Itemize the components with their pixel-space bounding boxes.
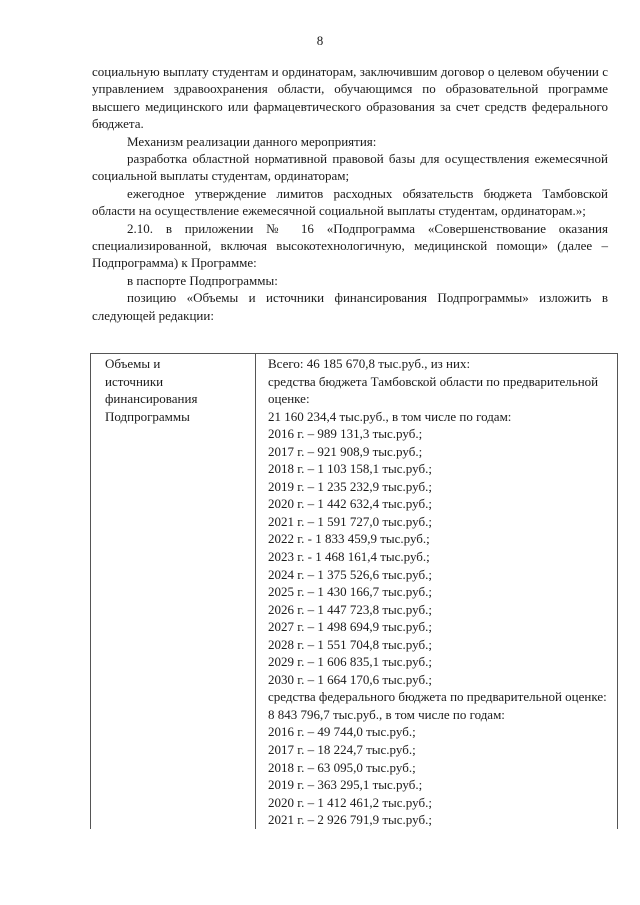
federal-year-line: 2016 г. – 49 744,0 тыс.руб.; [268, 724, 416, 740]
regional-year-line: 2028 г. – 1 551 704,8 тыс.руб.; [268, 636, 432, 652]
federal-year-line: 2019 г. – 363 295,1 тыс.руб.; [268, 777, 423, 793]
paragraph: позицию «Объемы и источники финансирования Подпрограммы» изложить в следующей редакции: [92, 290, 608, 323]
table-row [91, 354, 618, 829]
regional-year-line: 2021 г. – 1 591 727,0 тыс.руб.; [268, 513, 432, 529]
paragraph: социальную выплату студентам и ординаторам, заключившим договор о целевом обучении с управлением здравоохранения области, обучающимся по образовательной программе высшего медицинского или фармацевтического образования за счет средств федерального бюджета. [92, 64, 608, 132]
federal-year-line: 2018 г. – 63 095,0 тыс.руб.; [268, 759, 416, 775]
regional-year-line: 2025 г. – 1 430 166,7 тыс.руб.; [268, 584, 432, 600]
federal-year-line: 2017 г. – 18 224,7 тыс.руб.; [268, 742, 416, 758]
regional-year-line: 2017 г. – 921 908,9 тыс.руб.; [268, 443, 423, 459]
funding-content-cell [256, 354, 618, 829]
label-line: источники [105, 373, 164, 389]
page-number: 8 [316, 33, 324, 48]
funding-label-cell [91, 354, 256, 829]
regional-budget-header: средства бюджета Тамбовской области по предварительной оценке: [268, 373, 599, 407]
regional-year-line: 2030 г. – 1 664 170,6 тыс.руб.; [268, 671, 432, 687]
paragraph: 2.10. в приложении № 16 «Подпрограмма «Совершенствование оказания специализированной, включая высокотехнологичную, медицинской помощи» (далее – Подпрограмма) к Программе: [92, 220, 608, 271]
regional-year-line: 2019 г. – 1 235 232,9 тыс.руб.; [268, 478, 432, 494]
paragraph: Механизм реализации данного мероприятия: [127, 133, 377, 149]
funding-table [90, 353, 618, 829]
regional-year-line: 2024 г. – 1 375 526,6 тыс.руб.; [268, 566, 432, 582]
federal-budget-total: 8 843 796,7 тыс.руб., в том числе по годам: [268, 706, 505, 722]
funding-total: Всего: 46 185 670,8 тыс.руб., из них: [268, 356, 471, 371]
federal-budget-header: средства федерального бюджета по предварительной оценке: [268, 689, 607, 705]
federal-year-line: 2020 г. – 1 412 461,2 тыс.руб.; [268, 794, 432, 810]
regional-year-line: 2027 г. – 1 498 694,9 тыс.руб.; [268, 619, 432, 635]
regional-year-line: 2029 г. – 1 606 835,1 тыс.руб.; [268, 654, 432, 670]
federal-year-line: 2021 г. – 2 926 791,9 тыс.руб.; [268, 812, 432, 828]
label-line: Объемы и [105, 356, 161, 371]
paragraph: разработка областной нормативной правовой базы для осуществления ежемесячной социальной выплаты студентам, ординаторам; [92, 151, 608, 184]
label-line: финансирования [105, 391, 198, 407]
regional-year-line: 2023 г. - 1 468 161,4 тыс.руб.; [268, 549, 430, 565]
regional-year-line: 2022 г. - 1 833 459,9 тыс.руб.; [268, 531, 430, 547]
document-body [92, 63, 608, 324]
paragraph: ежегодное утверждение лимитов расходных обязательств бюджета Тамбовской области на осуществление ежемесячной социальной выплаты студентам, ординаторам.»; [92, 185, 608, 219]
regional-year-line: 2016 г. – 989 131,3 тыс.руб.; [268, 426, 423, 442]
label-line: Подпрограммы [105, 408, 190, 424]
regional-year-line: 2018 г. – 1 103 158,1 тыс.руб.; [268, 461, 432, 477]
regional-budget-total: 21 160 234,4 тыс.руб., в том числе по годам: [268, 408, 512, 424]
regional-year-line: 2020 г. – 1 442 632,4 тыс.руб.; [268, 496, 432, 512]
paragraph: в паспорте Подпрограммы: [127, 272, 278, 288]
regional-year-line: 2026 г. – 1 447 723,8 тыс.руб.; [268, 601, 432, 617]
